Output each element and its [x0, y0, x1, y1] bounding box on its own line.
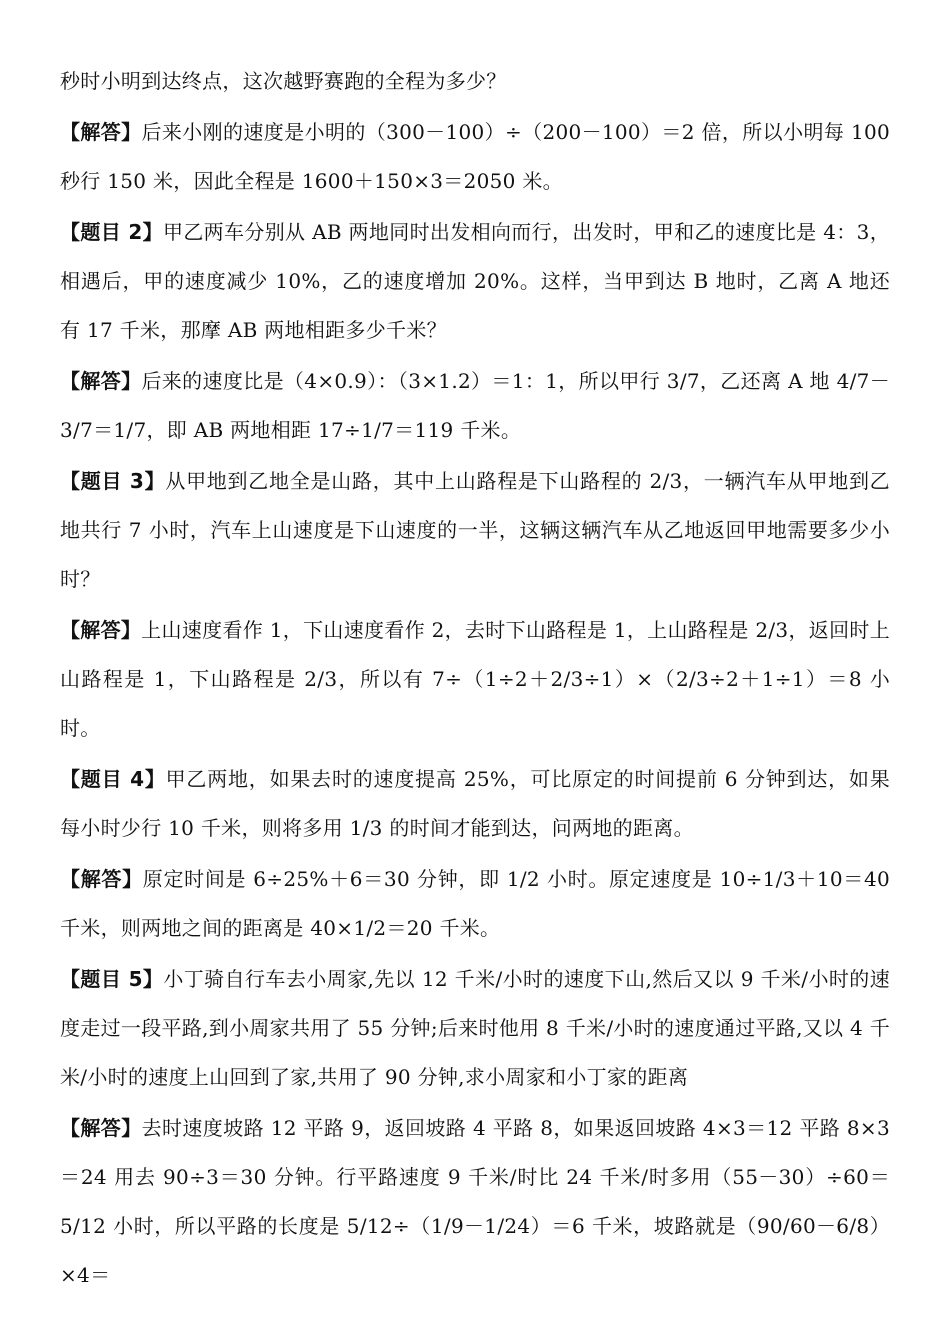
paragraph-text: 秒时小明到达终点，这次越野赛跑的全程为多少？ — [60, 69, 507, 93]
paragraph-answer-3 — [60, 606, 890, 753]
paragraph-text: 小丁骑自行车去小周家,先以 12 千米/小时的速度下山,然后又以 9 千米/小时的速度走过一段平路,到小周家共用了 55 分钟;后来时他用 8 千米/小时的速度通过平路,又以 4 千米/小时的速度上山回到了家,共用了 90 分钟,求小周家和小丁家的距离 — [60, 967, 890, 1089]
paragraph-answer-2 — [60, 357, 890, 455]
paragraph-question-3 — [60, 457, 890, 604]
paragraph-tag: 【解答】 — [60, 867, 143, 891]
paragraph-tag: 【题目 4】 — [60, 767, 166, 791]
paragraph-tag: 【解答】 — [60, 120, 142, 144]
document-page — [60, 57, 890, 1300]
paragraph-text: 上山速度看作 1，下山速度看作 2，去时下山路程是 1，上山路程是 2/3，返回时上山路程是 1，下山路程是 2/3，所以有 7÷（1÷2＋2/3÷1）×（2/3÷2＋1÷1）＝8 小时。 — [60, 618, 891, 740]
paragraph-tag: 【题目 3】 — [60, 469, 166, 493]
paragraph-question-4 — [60, 755, 890, 853]
paragraph-tag: 【解答】 — [60, 369, 142, 393]
paragraph-tag: 【题目 5】 — [60, 967, 164, 991]
paragraph-text: 后来小刚的速度是小明的（300－100）÷（200－100）＝2 倍，所以小明每 100 秒行 150 米，因此全程是 1600＋150×3＝2050 米。 — [60, 120, 891, 193]
paragraph-question-5 — [60, 955, 890, 1102]
paragraph-text: 甲乙两地，如果去时的速度提高 25%，可比原定的时间提前 6 分钟到达，如果每小时少行 10 千米，则将多用 1/3 的时间才能到达，问两地的距离。 — [60, 767, 890, 840]
paragraph-text: 从甲地到乙地全是山路，其中上山路程是下山路程的 2/3，一辆汽车从甲地到乙地共行 7 小时，汽车上山速度是下山速度的一半，这辆这辆汽车从乙地返回甲地需要多少小时？ — [60, 469, 890, 591]
paragraph-answer-4 — [60, 855, 890, 953]
paragraph-text: 去时速度坡路 12 平路 9，返回坡路 4 平路 8，如果返回坡路 4×3＝12 平路 8×3＝24 用去 90÷3＝30 分钟。行平路速度 9 千米/时比 24 千米/时多用（55－30）÷60＝5/12 小时，所以平路的长度是 5/12÷（1/9－1/24）＝6 千米，坡路就是（90/60－6/8）×4＝ — [60, 1116, 890, 1287]
paragraph-text: 甲乙两车分别从 AB 两地同时出发相向而行，出发时，甲和乙的速度比是 4：3，相遇后，甲的速度减少 10%，乙的速度增加 20%。这样，当甲到达 B 地时，乙离 A 地还有 17 千米，那摩 AB 两地相距多少千米？ — [60, 220, 890, 342]
paragraph-tag: 【题目 2】 — [60, 220, 163, 244]
paragraph-text: 原定时间是 6÷25%＋6＝30 分钟，即 1/2 小时。原定速度是 10÷1/3＋10＝40 千米，则两地之间的距离是 40×1/2＝20 千米。 — [60, 867, 891, 940]
paragraph-answer-5 — [60, 1104, 890, 1300]
paragraph-tag: 【解答】 — [60, 618, 142, 642]
paragraph-continuation — [60, 57, 890, 106]
paragraph-question-2 — [60, 208, 890, 355]
paragraph-tag: 【解答】 — [60, 1116, 142, 1140]
paragraph-answer-1 — [60, 108, 890, 206]
paragraph-text: 后来的速度比是（4×0.9）：（3×1.2）＝1：1，所以甲行 3/7，乙还离 A 地 4/7－3/7＝1/7，即 AB 两地相距 17÷1/7＝119 千米。 — [60, 369, 890, 442]
